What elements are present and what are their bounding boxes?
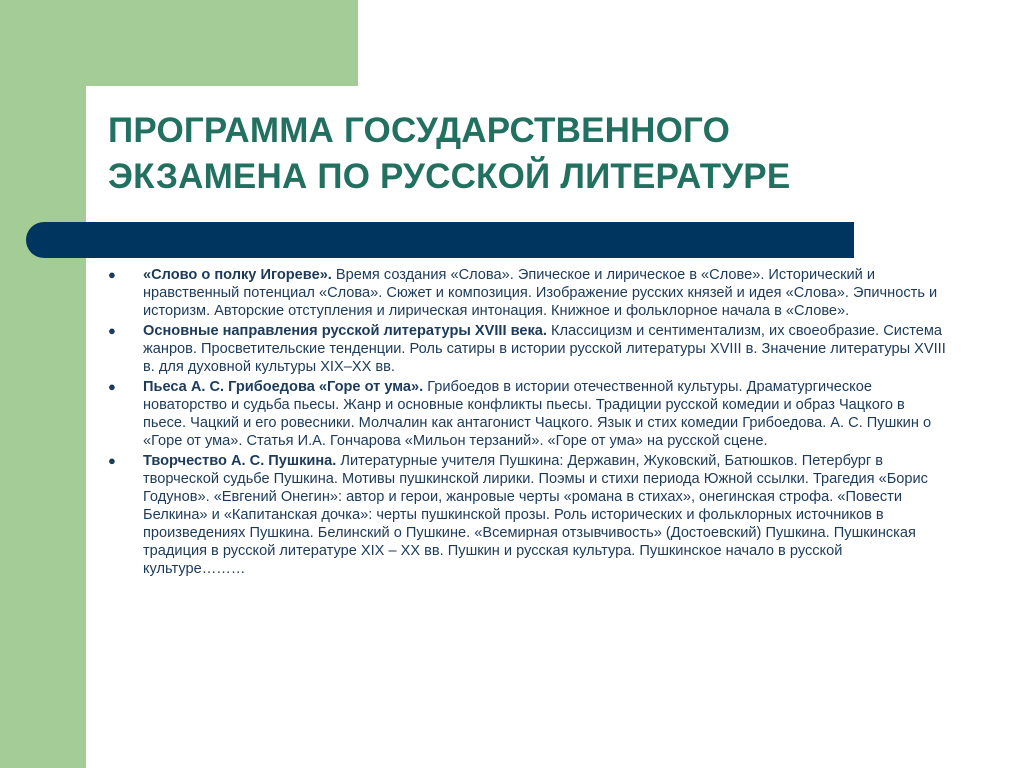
green-side-band — [0, 0, 86, 768]
bullet-dot-icon: ● — [108, 379, 116, 394]
green-top-band — [0, 0, 358, 86]
bullet-dot-icon: ● — [108, 453, 116, 468]
bullet-item — [108, 322, 948, 376]
title-divider-bar — [26, 222, 854, 258]
slide-title — [108, 108, 988, 200]
bullet-item-text: Классицизм и сентиментализм, их своеобразие. Система жанров. Просветительские тенденции. Роль сатиры в истории русской литературы XVIII в. Значение литературы XVIII в. для духовной культуры XIX–XX вв. — [143, 323, 946, 375]
bullet-list — [108, 266, 948, 580]
bullet-item-text: Грибоедов в истории отечественной культуры. Драматургическое новаторство и судьба пьесы. Жанр и основные конфликты пьесы. Традиции русской комедии и образ Чацкого в пьесе. Чацкий и его ровесники. Молчалин как антагонист Чацкого. Язык и стих комедии Грибоедова. А. С. Пушкин о «Горе от ума». Статья И.А. Гончарова «Мильон терзаний». «Горе от ума» на русской сцене. — [143, 379, 932, 449]
slide-title-line-1: ПРОГРАММА ГОСУДАРСТВЕННОГО — [108, 111, 731, 150]
bullet-item-heading: Пьеса А. С. Грибоедова «Горе от ума». — [143, 379, 424, 395]
bullet-item-heading: «Слово о полку Игореве». — [143, 267, 332, 283]
slide-title-line-2: ЭКЗАМЕНА ПО РУССКОЙ ЛИТЕРАТУРЕ — [108, 157, 791, 196]
bullet-dot-icon: ● — [108, 267, 116, 282]
bullet-item-text: Литературные учителя Пушкина: Державин, Жуковский, Батюшков. Петербург в творческой судьбе Пушкина. Мотивы пушкинской лирики. Поэмы и стихи периода Южной ссылки. Трагедия «Борис Годунов». «Евгений Онегин»: автор и герои, жанровые черты «романа в стихах», онегинская строфа. «Повести Белкина» и «Капитанская дочка»: черты пушкинской прозы. Роль исторических и фольклорных источников в произведениях Пушкина. Белинский о Пушкине. «Всемирная отзывчивость» (Достоевский) Пушкина. Пушкинская традиция в русской литературе XIX – XX вв. Пушкин и русская культура. Пушкинское начало в русской культуре……… — [143, 453, 928, 577]
bullet-item — [108, 452, 948, 578]
bullet-item — [108, 266, 948, 320]
bullet-item — [108, 378, 948, 450]
bullet-item-text: Время создания «Слова». Эпическое и лирическое в «Слове». Исторический и нравственный потенциал «Слова». Сюжет и композиция. Изображение русских князей и идея «Слова». Эпичность и историзм. Авторские отступления и лирическая интонация. Книжное и фольклорное начала в «Слове». — [143, 267, 938, 319]
bullet-item-heading: Творчество А. С. Пушкина. — [143, 453, 337, 469]
bullet-dot-icon: ● — [108, 323, 116, 338]
bullet-item-heading: Основные направления русской литературы XVIII века. — [143, 323, 547, 339]
